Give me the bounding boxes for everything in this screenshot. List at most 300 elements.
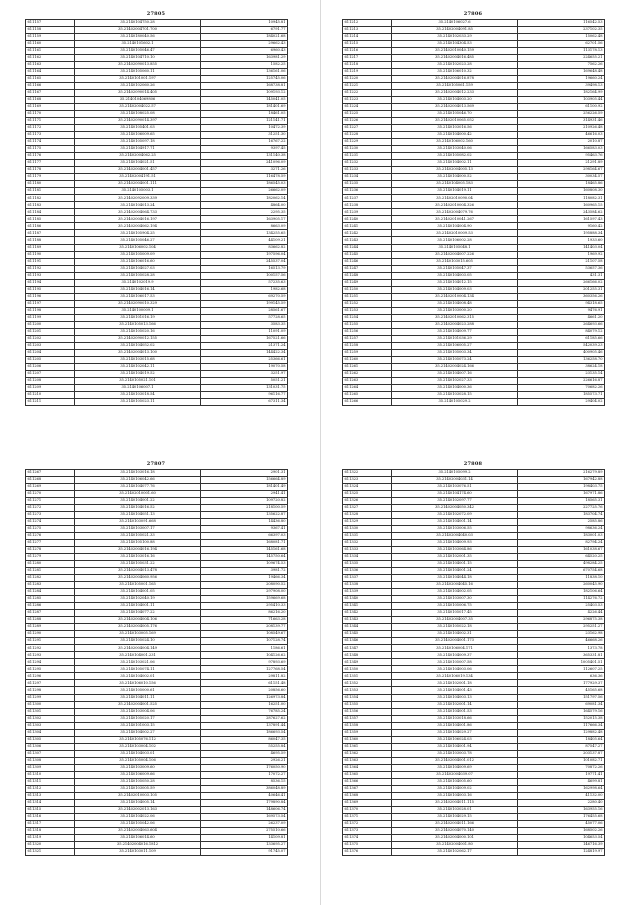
record-id-cell: 611220 <box>343 76 392 83</box>
reference-code-cell: 35.21402004000.101 <box>392 834 518 841</box>
reference-code-cell: 35.21402090010.329 <box>75 300 201 307</box>
table-row <box>26 477 288 484</box>
table-row <box>26 519 288 526</box>
reference-code-cell: 35.2140104005.14 <box>75 799 201 806</box>
record-id-cell: 611300 <box>26 701 75 708</box>
record-id-cell: 611259 <box>343 349 392 356</box>
reference-code-cell: 35.21402090014.405 <box>75 90 201 97</box>
amount-cell: 83662.82 <box>201 244 288 251</box>
amount-cell: 61100.92 <box>518 104 605 111</box>
record-id-cell: 611288 <box>26 617 75 624</box>
reference-code-cell: 35.2140104008.48 <box>392 300 518 307</box>
reference-code-cell: 35.2140103004.102 <box>75 743 201 750</box>
record-id-cell: 611372 <box>343 820 392 827</box>
amount-cell: 69081.34 <box>518 701 605 708</box>
table-row <box>343 104 605 111</box>
reference-code-cell: 35.2140103015.68 <box>75 356 201 363</box>
record-id-cell: 611344 <box>343 624 392 631</box>
reference-code-cell: 35.2140103009.60 <box>75 764 201 771</box>
reference-code-cell: 35.2140106042.66 <box>75 477 201 484</box>
reference-code-cell: 35.21402004016.194 <box>75 547 201 554</box>
table-row <box>343 680 605 687</box>
ledger-table <box>342 19 605 406</box>
record-id-cell: 611351 <box>343 673 392 680</box>
record-id-cell: 611169 <box>26 104 75 111</box>
amount-cell: 298164.67 <box>518 167 605 174</box>
amount-cell: 163981.29 <box>201 55 288 62</box>
table-row <box>26 736 288 743</box>
record-id-cell: 611231 <box>343 153 392 160</box>
record-id-cell: 611270 <box>26 491 75 498</box>
record-id-cell: 611192 <box>26 265 75 272</box>
table-row <box>343 750 605 757</box>
amount-cell: 14109.81 <box>201 834 288 841</box>
record-id-cell: 611376 <box>343 848 392 855</box>
reference-code-cell: 35.2140104027.03 <box>75 265 201 272</box>
reference-code-cell: 35.2140105004.106 <box>75 757 201 764</box>
amount-cell: 431.31 <box>518 272 605 279</box>
reference-code-cell: 35.2140103004.06 <box>75 708 201 715</box>
amount-cell: 226616.87 <box>518 377 605 384</box>
record-id-cell: 611328 <box>343 512 392 519</box>
amount-cell: 181401.49 <box>201 484 288 491</box>
amount-cell: 29811.82 <box>201 673 288 680</box>
reference-code-cell: 35.2140104019.11 <box>392 188 518 195</box>
amount-cell: 136258.70 <box>518 356 605 363</box>
reference-code-cell: 35.2140106016.60 <box>75 258 201 265</box>
amount-cell: 7562.26 <box>518 62 605 69</box>
record-id-cell: 611297 <box>26 680 75 687</box>
amount-cell: 182062.14 <box>201 195 288 202</box>
reference-code-cell: 35.2140104029.27 <box>392 729 518 736</box>
reference-code-cell: 35.2140104003.06 <box>392 666 518 673</box>
amount-cell: 18565.31 <box>518 498 605 505</box>
amount-cell: 113178.13 <box>518 48 605 55</box>
record-id-cell: 611199 <box>26 314 75 321</box>
table-row <box>343 610 605 617</box>
record-id-cell: 611234 <box>343 174 392 181</box>
table-row <box>343 139 605 146</box>
reference-code-cell: 35.2140103005.169 <box>75 631 201 638</box>
reference-code-cell: 35.2140104005.60 <box>392 778 518 785</box>
table-row <box>343 321 605 328</box>
record-id-cell: 611238 <box>343 202 392 209</box>
record-id-cell: 611180 <box>26 181 75 188</box>
record-id-cell: 611278 <box>26 547 75 554</box>
reference-code-cell: 35.2140105007.58 <box>392 659 518 666</box>
table-row <box>26 314 288 321</box>
reference-code-cell: 35.2140106017.53 <box>75 293 201 300</box>
page-number-title: 27808 <box>463 461 483 467</box>
reference-code-cell: 35.21402010041.267 <box>392 216 518 223</box>
amount-cell: 197596.04 <box>201 251 288 258</box>
amount-cell: 1373.78 <box>518 645 605 652</box>
record-id-cell: 611224 <box>343 104 392 111</box>
table-row <box>26 631 288 638</box>
table-row <box>26 104 288 111</box>
reference-code-cell: 35.2140100009.1 <box>75 307 201 314</box>
reference-code-cell: 35.2140106007.1 <box>75 384 201 391</box>
record-id-cell: 611354 <box>343 694 392 701</box>
record-id-cell: 611264 <box>343 384 392 391</box>
amount-cell: 96116.77 <box>201 391 288 398</box>
amount-cell: 114276.72 <box>518 596 605 603</box>
amount-cell: 64520.25 <box>518 554 605 561</box>
record-id-cell: 611274 <box>26 519 75 526</box>
amount-cell: 264693.66 <box>518 321 605 328</box>
amount-cell: 57235.63 <box>201 279 288 286</box>
reference-code-cell: 35.21402004011.166 <box>392 820 518 827</box>
record-id-cell: 611249 <box>343 279 392 286</box>
record-id-cell: 611176 <box>26 153 75 160</box>
table-row <box>26 90 288 97</box>
reference-code-cell: 35.21402004031.14 <box>392 477 518 484</box>
document-page-1 <box>25 10 287 406</box>
reference-code-cell: 35.21402004007.35 <box>392 617 518 624</box>
record-id-cell: 611299 <box>26 694 75 701</box>
reference-code-cell: 35.2140104051.13 <box>75 512 201 519</box>
reference-code-cell: 35.21402004040.03 <box>392 533 518 540</box>
amount-cell: 134255.65 <box>201 230 288 237</box>
table-row <box>343 48 605 55</box>
amount-cell: 28561.67 <box>201 307 288 314</box>
record-id-cell: 611188 <box>26 237 75 244</box>
amount-cell: 16513.79 <box>201 265 288 272</box>
record-id-cell: 611370 <box>343 806 392 813</box>
record-id-cell: 611245 <box>343 251 392 258</box>
amount-cell: 129882.48 <box>518 729 605 736</box>
reference-code-cell: 35.2140105013.166 <box>75 321 201 328</box>
table-row <box>343 505 605 512</box>
document-page-2 <box>342 10 604 406</box>
record-id-cell: 611366 <box>343 778 392 785</box>
table-row <box>343 265 605 272</box>
reference-code-cell: 35.21402004045.16 <box>392 582 518 589</box>
table-row <box>26 617 288 624</box>
reference-code-cell: 35.21402004004.149 <box>75 645 201 652</box>
reference-code-cell: 35.2140105029.2 <box>392 398 518 405</box>
reference-code-cell: 35.2140104077.76 <box>75 484 201 491</box>
reference-code-cell: 35.2140105100.88 <box>75 540 201 547</box>
table-row <box>343 666 605 673</box>
amount-cell: 176050.90 <box>201 764 288 771</box>
table-row <box>343 230 605 237</box>
amount-cell: 360356.26 <box>518 293 605 300</box>
table-row <box>26 230 288 237</box>
record-id-cell: 611276 <box>26 533 75 540</box>
reference-code-cell: 35.2140104016.14 <box>75 286 201 293</box>
record-id-cell: 611355 <box>343 701 392 708</box>
amount-cell: 184021.68 <box>201 34 288 41</box>
record-id-cell: 611253 <box>343 307 392 314</box>
amount-cell: 109674.53 <box>201 561 288 568</box>
amount-cell: 2926.21 <box>201 757 288 764</box>
reference-code-cell: 35.2140104750.28 <box>75 20 201 27</box>
reference-code-cell: 35.2140104002.31 <box>392 631 518 638</box>
amount-cell: 136161.06 <box>201 69 288 76</box>
table-row <box>343 785 605 792</box>
reference-code-cell: 35.2140103005.59 <box>75 785 201 792</box>
amount-cell: 31251.30 <box>201 132 288 139</box>
reference-code-cell: 35.21402010040.159 <box>392 48 518 55</box>
table-row <box>343 519 605 526</box>
record-id-cell: 611260 <box>343 356 392 363</box>
table-row <box>343 470 605 477</box>
reference-code-cell: 35.2140105099.2 <box>392 470 518 477</box>
table-row <box>26 841 288 848</box>
record-id-cell: 611298 <box>26 687 75 694</box>
record-id-cell: 611271 <box>26 498 75 505</box>
reference-code-cell: 35.2140105060.11 <box>75 69 201 76</box>
reference-code-cell: 35.2140103016.18 <box>75 470 201 477</box>
record-id-cell: 611280 <box>26 561 75 568</box>
reference-code-cell: 35.2140102060.26 <box>75 83 201 90</box>
reference-code-cell: 35.2140105001.165 <box>75 582 201 589</box>
table-row <box>343 20 605 27</box>
reference-code-cell: 35.2140104022.06 <box>75 813 201 820</box>
record-id-cell: 611225 <box>343 111 392 118</box>
table-row <box>26 638 288 645</box>
amount-cell: 62701.56 <box>518 41 605 48</box>
record-id-cell: 611291 <box>26 638 75 645</box>
reference-code-cell: 35.21402004022.57 <box>75 104 201 111</box>
amount-cell: 1933.60 <box>518 237 605 244</box>
amount-cell: 166583.03 <box>518 146 605 153</box>
table-row <box>343 561 605 568</box>
amount-cell: 203137.87 <box>518 750 605 757</box>
amount-cell: 256226.59 <box>518 111 605 118</box>
table-row <box>343 153 605 160</box>
reference-code-cell: 35.2140104001.15 <box>392 561 518 568</box>
table-row <box>26 645 288 652</box>
table-row <box>26 680 288 687</box>
record-id-cell: 611359 <box>343 729 392 736</box>
reference-code-cell: 35.2140104001.05 <box>75 589 201 596</box>
amount-cell: 218100.59 <box>201 505 288 512</box>
record-id-cell: 611185 <box>26 216 75 223</box>
amount-cell: 241096.09 <box>201 160 288 167</box>
table-row <box>343 174 605 181</box>
record-id-cell: 611310 <box>26 771 75 778</box>
amount-cell: 542039.23 <box>518 342 605 349</box>
amount-cell: 46616.03 <box>518 132 605 139</box>
table-row <box>26 188 288 195</box>
amount-cell: 19070.58 <box>201 363 288 370</box>
record-id-cell: 611232 <box>343 160 392 167</box>
reference-code-cell: 35.2140102001.18 <box>392 680 518 687</box>
table-row <box>26 307 288 314</box>
reference-code-cell: 35.2140106019.134 <box>392 673 518 680</box>
amount-cell: 4226.44 <box>518 610 605 617</box>
table-row <box>26 139 288 146</box>
record-id-cell: 611251 <box>343 293 392 300</box>
table-row <box>343 806 605 813</box>
record-id-cell: 611209 <box>26 384 75 391</box>
table-row <box>26 69 288 76</box>
record-id-cell: 611306 <box>26 743 75 750</box>
record-id-cell: 611235 <box>343 181 392 188</box>
table-row <box>343 820 605 827</box>
record-id-cell: 611324 <box>343 484 392 491</box>
reference-code-cell: 35.21402004016.485 <box>392 55 518 62</box>
amount-cell: 94318.65 <box>518 300 605 307</box>
table-row <box>26 356 288 363</box>
reference-code-cell: 35.21402004005.13 <box>392 167 518 174</box>
table-row <box>26 729 288 736</box>
record-id-cell: 611190 <box>26 251 75 258</box>
record-id-cell: 611356 <box>343 708 392 715</box>
record-id-cell: 611342 <box>343 610 392 617</box>
reference-code-cell: 35.21402004001.173 <box>392 638 518 645</box>
reference-code-cell: 35.2140104003.13 <box>392 694 518 701</box>
table-row <box>343 300 605 307</box>
amount-cell: 19660.24 <box>518 76 605 83</box>
table-row <box>26 328 288 335</box>
table-row <box>343 701 605 708</box>
table-row <box>26 498 288 505</box>
reference-code-cell: 35.2140105024.10 <box>75 638 201 645</box>
amount-cell: 2010.87 <box>518 139 605 146</box>
reference-code-cell: 35.2140104077.22 <box>75 610 201 617</box>
record-id-cell: 611166 <box>26 83 75 90</box>
record-id-cell: 611374 <box>343 834 392 841</box>
amount-cell: 177929.37 <box>518 680 605 687</box>
table-row <box>26 153 288 160</box>
table-row <box>343 146 605 153</box>
table-row <box>343 356 605 363</box>
amount-cell: 45165.68 <box>518 687 605 694</box>
table-row <box>343 617 605 624</box>
record-id-cell: 611348 <box>343 652 392 659</box>
amount-cell: 227725.76 <box>518 505 605 512</box>
record-id-cell: 611352 <box>343 680 392 687</box>
amount-cell: 186693.54 <box>201 729 288 736</box>
page-number-title: 27807 <box>146 461 166 467</box>
table-row <box>26 708 288 715</box>
amount-cell: 87547.27 <box>518 743 605 750</box>
reference-code-cell: 35.2140106002.28 <box>392 237 518 244</box>
reference-code-cell: 35.2140104001.86 <box>392 722 518 729</box>
amount-cell: 161038.67 <box>518 547 605 554</box>
reference-code-cell: 35.2140105046.70 <box>392 111 518 118</box>
reference-code-cell: 35.2140104001.43 <box>392 687 518 694</box>
amount-cell: 41132.00 <box>518 792 605 799</box>
reference-code-cell: 35.21402090012.155 <box>75 335 201 342</box>
record-id-cell: 611210 <box>26 391 75 398</box>
amount-cell: 169648.48 <box>518 69 605 76</box>
record-id-cell: 611331 <box>343 533 392 540</box>
amount-cell: 6791.77 <box>201 27 288 34</box>
table-row <box>26 167 288 174</box>
table-row <box>26 258 288 265</box>
reference-code-cell: 35.2140104069806 <box>75 97 201 104</box>
table-row <box>343 349 605 356</box>
record-id-cell: 611308 <box>26 757 75 764</box>
record-id-cell: 611347 <box>343 645 392 652</box>
record-id-cell: 611157 <box>26 20 75 27</box>
record-id-cell: 611336 <box>343 568 392 575</box>
reference-code-cell: 35.2140105021.33 <box>75 533 201 540</box>
reference-code-cell: 35.2140104003.20 <box>392 97 518 104</box>
record-id-cell: 611165 <box>26 76 75 83</box>
amount-cell: 2585.86 <box>518 519 605 526</box>
record-id-cell: 611223 <box>343 97 392 104</box>
table-row <box>26 827 288 834</box>
table-row <box>343 69 605 76</box>
reference-code-cell: 35.21402004070.140 <box>392 827 518 834</box>
table-row <box>343 512 605 519</box>
table-row <box>343 97 605 104</box>
record-id-cell: 611292 <box>26 645 75 652</box>
table-row <box>26 540 288 547</box>
reference-code-cell: 35.21402004079.76 <box>392 209 518 216</box>
amount-cell: 108549.67 <box>201 631 288 638</box>
table-row <box>343 132 605 139</box>
amount-cell: 161597.43 <box>518 216 605 223</box>
amount-cell: 182106.64 <box>518 589 605 596</box>
record-id-cell: 611191 <box>26 258 75 265</box>
record-id-cell: 611241 <box>343 223 392 230</box>
amount-cell: 137891.44 <box>201 722 288 729</box>
reference-code-cell: 35.2140104003.05 <box>392 272 518 279</box>
table-row <box>343 624 605 631</box>
amount-cell: 19771.41 <box>518 771 605 778</box>
page-number-title: 27806 <box>463 11 483 17</box>
table-row <box>26 799 288 806</box>
amount-cell: 25366.61 <box>201 356 288 363</box>
record-id-cell: 611325 <box>343 491 392 498</box>
record-id-cell: 611317 <box>26 820 75 827</box>
record-id-cell: 611163 <box>26 62 75 69</box>
record-id-cell: 611170 <box>26 111 75 118</box>
table-row <box>26 771 288 778</box>
amount-cell: 2295.35 <box>201 209 288 216</box>
reference-code-cell: 35.2140103007.30 <box>392 596 518 603</box>
amount-cell: 199145.59 <box>201 300 288 307</box>
record-id-cell: 611161 <box>26 48 75 55</box>
reference-code-cell: 35.21402004007.226 <box>392 251 518 258</box>
table-row <box>26 582 288 589</box>
reference-code-cell: 35.2140104009.77 <box>392 328 518 335</box>
amount-cell: 141403.04 <box>518 244 605 251</box>
table-row <box>26 363 288 370</box>
amount-cell: 4695.59 <box>201 750 288 757</box>
amount-cell: 40646.41 <box>201 792 288 799</box>
record-id-cell: 611189 <box>26 244 75 251</box>
table-row <box>26 603 288 610</box>
amount-cell: 167521.66 <box>201 335 288 342</box>
table-row <box>26 722 288 729</box>
record-id-cell: 611327 <box>343 505 392 512</box>
amount-cell: 107128.74 <box>201 638 288 645</box>
record-id-cell: 611255 <box>343 321 392 328</box>
reference-code-cell: 35.2140106027.6 <box>392 20 518 27</box>
reference-code-cell: 35.2140104011.11 <box>75 694 201 701</box>
table-row <box>26 146 288 153</box>
table-row <box>26 568 288 575</box>
record-id-cell: 611167 <box>26 90 75 97</box>
amount-cell: 101082.71 <box>518 757 605 764</box>
amount-cell: 1969.92 <box>518 251 605 258</box>
table-row <box>26 792 288 799</box>
reference-code-cell: 35.2140104009.93 <box>392 540 518 547</box>
record-id-cell: 611175 <box>26 146 75 153</box>
record-id-cell: 611360 <box>343 736 392 743</box>
record-id-cell: 611162 <box>26 55 75 62</box>
amount-cell: 164579.16 <box>518 708 605 715</box>
table-row <box>26 652 288 659</box>
record-id-cell: 611268 <box>26 477 75 484</box>
